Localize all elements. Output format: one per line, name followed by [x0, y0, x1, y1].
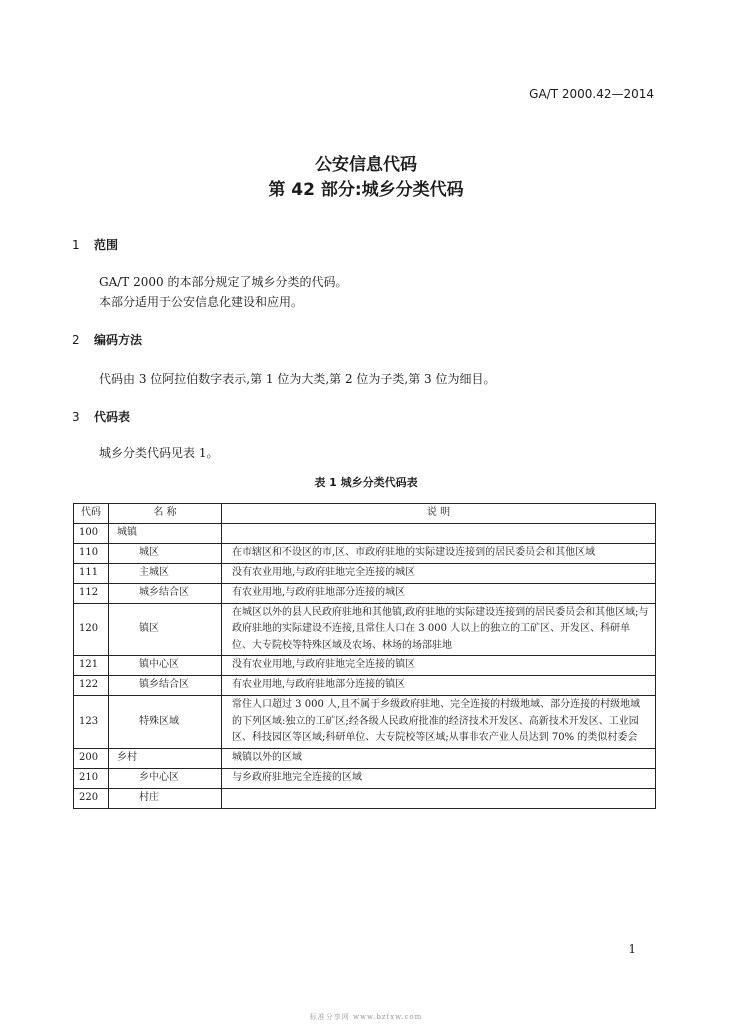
description-cell: 没有农业用地,与政府驻地完全连接的城区	[222, 563, 656, 583]
table-row	[74, 656, 656, 676]
name-cell: 主城区	[109, 563, 222, 583]
table-row	[74, 748, 656, 768]
name-cell: 城区	[109, 544, 222, 564]
paragraph: 代码由 3 位阿拉伯数字表示,第 1 位为大类,第 2 位为子类,第 3 位为细目。	[99, 372, 496, 386]
table-caption: 表 1 城乡分类代码表	[314, 476, 418, 489]
description-cell: 与乡政府驻地完全连接的区域	[222, 768, 656, 788]
document-title: 公安信息代码	[315, 155, 417, 175]
code-cell: 121	[74, 656, 109, 676]
table-row	[74, 563, 656, 583]
code-cell: 210	[74, 768, 109, 788]
code-cell: 200	[74, 748, 109, 768]
description-cell: 在城区以外的县人民政府驻地和其他镇,政府驻地的实际建设连接到的居民委员会和其他区域;与政府驻地的实际建设不连接,且常住人口在 3 000 人以上的独立的工矿区、开发区、科研单位、大专院校等特殊区域及农场、林场的场部驻地	[222, 603, 656, 656]
name-cell: 镇乡结合区	[109, 676, 222, 696]
code-cell: 122	[74, 676, 109, 696]
section-title: 范围	[94, 238, 119, 252]
column-header-name: 名 称	[109, 504, 222, 524]
code-cell: 120	[74, 603, 109, 656]
code-table	[73, 503, 656, 809]
description-cell: 没有农业用地,与政府驻地完全连接的镇区	[222, 656, 656, 676]
description-cell: 有农业用地,与政府驻地部分连接的城区	[222, 583, 656, 603]
code-cell: 110	[74, 544, 109, 564]
name-cell: 乡中心区	[109, 768, 222, 788]
description-cell: 城镇以外的区域	[222, 748, 656, 768]
column-header-code: 代码	[74, 504, 109, 524]
paragraph: GA/T 2000 的本部分规定了城乡分类的代码。	[99, 275, 348, 289]
table-header-row	[74, 504, 656, 524]
name-cell: 镇中心区	[109, 656, 222, 676]
standard-code: GA/T 2000.42—2014	[529, 87, 654, 101]
code-cell: 220	[74, 788, 109, 808]
description-cell	[222, 524, 656, 544]
description-cell: 常住人口超过 3 000 人,且不属于乡级政府驻地、完全连接的村级地域、部分连接的村级地域的下列区域:独立的工矿区;经各级人民政府批准的经济技术开发区、高新技术开发区、工业园区、科技园区等区域;科研单位、大专院校等区域;从事非农产业人员达到 70% 的类似村委会	[222, 696, 656, 749]
name-cell: 城镇	[109, 524, 222, 544]
name-cell: 镇区	[109, 603, 222, 656]
section-heading-code-table	[72, 408, 130, 425]
section-title: 编码方法	[94, 333, 143, 347]
table-row	[74, 524, 656, 544]
code-cell: 111	[74, 563, 109, 583]
code-cell: 100	[74, 524, 109, 544]
table-row	[74, 788, 656, 808]
section-number: 3	[72, 410, 80, 424]
section-number: 2	[72, 333, 80, 347]
description-cell	[222, 788, 656, 808]
code-cell: 123	[74, 696, 109, 749]
description-cell: 有农业用地,与政府驻地部分连接的镇区	[222, 676, 656, 696]
document-subtitle: 第 42 部分:城乡分类代码	[268, 180, 464, 200]
code-cell: 112	[74, 583, 109, 603]
section-title: 代码表	[94, 410, 131, 424]
table-row	[74, 544, 656, 564]
description-cell: 在市辖区和不设区的市,区、市政府驻地的实际建设连接到的居民委员会和其他区域	[222, 544, 656, 564]
table-row	[74, 696, 656, 749]
section-heading-coding-method	[72, 331, 142, 348]
section-number: 1	[72, 238, 80, 252]
table-row	[74, 768, 656, 788]
table-row	[74, 583, 656, 603]
section-heading-scope	[72, 236, 118, 253]
page-number: 1	[628, 942, 636, 956]
table-row	[74, 603, 656, 656]
column-header-description: 说 明	[222, 504, 656, 524]
name-cell: 特殊区域	[109, 696, 222, 749]
name-cell: 城乡结合区	[109, 583, 222, 603]
footer-watermark: 标准分享网 www.bzfxw.com	[309, 1013, 423, 1021]
table-row	[74, 676, 656, 696]
name-cell: 乡村	[109, 748, 222, 768]
name-cell: 村庄	[109, 788, 222, 808]
paragraph: 城乡分类代码见表 1。	[99, 446, 219, 460]
paragraph: 本部分适用于公安信息化建设和应用。	[99, 295, 304, 309]
